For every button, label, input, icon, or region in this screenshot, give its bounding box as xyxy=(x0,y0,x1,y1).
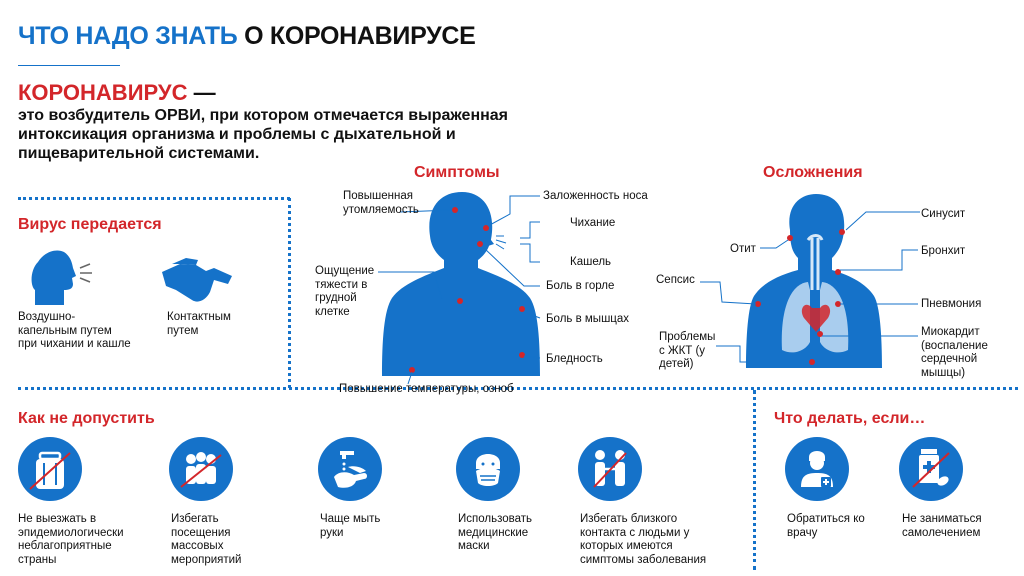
prevention-title: Как не допустить xyxy=(18,410,155,427)
prevention-label-handwash: Чаще мыть руки xyxy=(320,513,381,539)
page-title: ЧТО НАДО ЗНАТЬ О КОРОНАВИРУСЕ xyxy=(18,22,476,50)
complication-otitis: Отит xyxy=(730,243,756,255)
symptoms-title: Симптомы xyxy=(414,164,500,181)
complication-sinusitis: Синусит xyxy=(921,208,966,220)
prevention-label-travel: Не выезжать в эпидемиологически неблагоприятные страны xyxy=(18,513,124,566)
mask-icon xyxy=(456,437,520,501)
symptom-fever-chills: Повышение температуры, озноб xyxy=(339,383,514,395)
human-torso-icon xyxy=(746,194,882,368)
no-contact-icon xyxy=(578,437,642,501)
symptom-fatigue: Повышенная утомляемость xyxy=(343,190,419,216)
suitcase-icon xyxy=(18,437,82,501)
complication-pneumonia: Пневмония xyxy=(921,298,982,310)
symptom-sneezing: Чихание xyxy=(570,217,616,229)
complication-bronchitis: Бронхит xyxy=(921,245,966,257)
symptom-chest-heaviness: Ощущение тяжести в грудной клетке xyxy=(315,265,375,318)
doctor-icon xyxy=(785,437,849,501)
lead-text: это возбудитель ОРВИ, при котором отмечается выраженная интоксикация организма и проблемы с дыхательной и пищеварительной системами. xyxy=(18,107,509,162)
medicine-icon xyxy=(899,437,963,501)
lead-heading: КОРОНАВИРУС — xyxy=(18,80,216,105)
symptom-cough: Кашель xyxy=(570,256,612,268)
symptom-nasal-congestion: Заложенность носа xyxy=(543,190,648,202)
crowd-icon xyxy=(169,437,233,501)
transmission-contact-label: Контактным путем xyxy=(167,311,231,337)
complications-title: Осложнения xyxy=(763,164,863,181)
handwash-icon xyxy=(318,437,382,501)
whattodo-label-doctor: Обратиться ко врачу xyxy=(787,513,865,539)
transmission-airborne-label: Воздушно-капельным путем при чихании и кашле xyxy=(18,311,131,350)
prevention-label-masks: Использовать медицинские маски xyxy=(458,513,533,552)
transmission-title: Вирус передается xyxy=(18,216,162,233)
prevention-label-contact: Избегать близкого контакта с людьми у которых имеются симптомы заболевания xyxy=(580,513,707,566)
complication-sepsis: Сепсис xyxy=(656,274,695,286)
whattodo-label-no-selfmed: Не заниматься самолечением xyxy=(902,513,982,539)
complication-myocarditis: Миокардит (воспаление сердечной мышцы) xyxy=(921,326,988,379)
prevention-label-crowds: Избегать посещения массовых мероприятий xyxy=(171,513,242,566)
symptom-muscle-pain: Боль в мышцах xyxy=(546,313,630,325)
whattodo-title: Что делать, если… xyxy=(774,410,926,427)
symptom-sore-throat: Боль в горле xyxy=(546,280,615,292)
complication-gi-problems: Проблемы с ЖКТ (у детей) xyxy=(659,331,716,370)
symptom-pallor: Бледность xyxy=(546,353,603,365)
